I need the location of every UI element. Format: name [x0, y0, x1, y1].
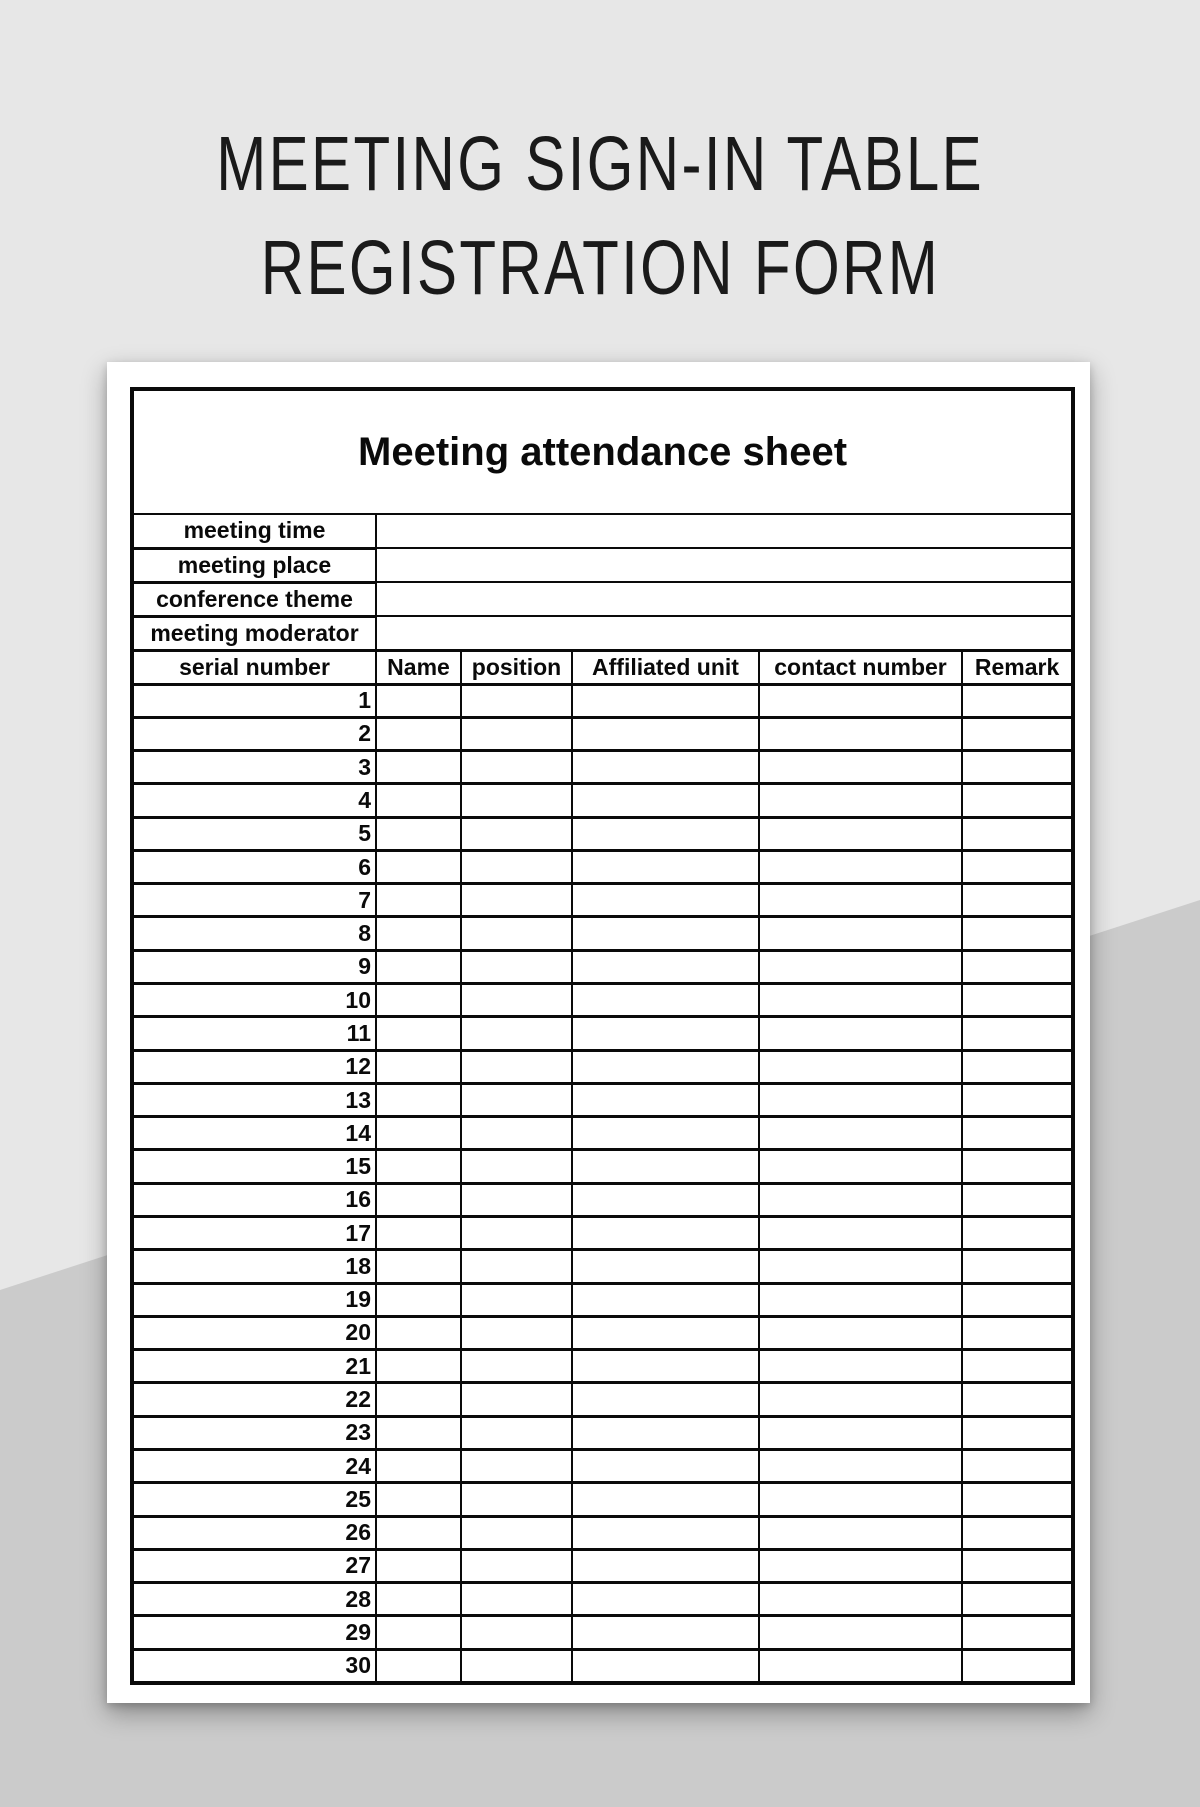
serial-number-cell: 30: [132, 1649, 376, 1683]
entry-cell[interactable]: [461, 984, 572, 1017]
entry-cell[interactable]: [376, 1017, 461, 1050]
entry-cell[interactable]: [376, 1217, 461, 1250]
entry-cell[interactable]: [572, 1117, 759, 1150]
entry-cell[interactable]: [376, 1449, 461, 1482]
entry-cell[interactable]: [376, 950, 461, 983]
entry-cell[interactable]: [962, 1017, 1073, 1050]
table-row: [132, 1616, 1073, 1649]
entry-cell[interactable]: [759, 1283, 962, 1316]
entry-cell[interactable]: [376, 817, 461, 850]
entry-cell[interactable]: [962, 1283, 1073, 1316]
entry-cell[interactable]: [759, 1117, 962, 1150]
entry-cell[interactable]: [376, 1050, 461, 1083]
meeting-time-label: meeting time: [132, 514, 376, 548]
entry-cell[interactable]: [759, 1083, 962, 1116]
entry-cell[interactable]: [759, 1516, 962, 1549]
entry-cell[interactable]: [962, 1483, 1073, 1516]
entry-cell[interactable]: [962, 1117, 1073, 1150]
entry-cell[interactable]: [572, 1017, 759, 1050]
table-row: [132, 1083, 1073, 1116]
table-row: [132, 684, 1073, 717]
entry-cell[interactable]: [962, 1083, 1073, 1116]
entry-cell[interactable]: [461, 1083, 572, 1116]
form-sheet-paper: [107, 362, 1090, 1703]
entry-cell[interactable]: [759, 1483, 962, 1516]
entry-cell[interactable]: [572, 1316, 759, 1349]
entry-cell[interactable]: [461, 1150, 572, 1183]
sheet-title: Meeting attendance sheet: [132, 389, 1073, 514]
entry-cell[interactable]: [962, 917, 1073, 950]
entry-cell[interactable]: [461, 751, 572, 784]
entry-cell[interactable]: [962, 1316, 1073, 1349]
entry-cell[interactable]: [572, 1383, 759, 1416]
column-header-serial-number: serial number: [132, 650, 376, 684]
entry-cell[interactable]: [572, 1217, 759, 1250]
entry-cell[interactable]: [461, 1250, 572, 1283]
entry-cell[interactable]: [962, 1583, 1073, 1616]
table-row: [132, 1183, 1073, 1216]
table-row: [132, 784, 1073, 817]
meeting-place-label: meeting place: [132, 548, 376, 582]
entry-cell[interactable]: [962, 984, 1073, 1017]
entry-cell[interactable]: [461, 817, 572, 850]
entry-cell[interactable]: [572, 751, 759, 784]
entry-cell[interactable]: [759, 1583, 962, 1616]
entry-cell[interactable]: [962, 1516, 1073, 1549]
entry-cell[interactable]: [572, 784, 759, 817]
entry-cell[interactable]: [572, 1083, 759, 1116]
table-row: [132, 1416, 1073, 1449]
entry-cell[interactable]: [461, 1483, 572, 1516]
entry-cell[interactable]: [461, 784, 572, 817]
entry-cell[interactable]: [962, 751, 1073, 784]
serial-number-cell: 8: [132, 917, 376, 950]
entry-cell[interactable]: [759, 1350, 962, 1383]
info-row-meeting-time: [132, 514, 1073, 548]
entry-cell[interactable]: [759, 884, 962, 917]
entry-cell[interactable]: [376, 1616, 461, 1649]
entry-cell[interactable]: [461, 1383, 572, 1416]
entry-cell[interactable]: [461, 1117, 572, 1150]
info-row-meeting-moderator: [132, 616, 1073, 650]
entry-cell[interactable]: [962, 1350, 1073, 1383]
entry-cell[interactable]: [376, 1083, 461, 1116]
entry-cell[interactable]: [759, 1416, 962, 1449]
table-row: [132, 1050, 1073, 1083]
entry-cell[interactable]: [572, 1150, 759, 1183]
entry-cell[interactable]: [759, 1150, 962, 1183]
table-row: [132, 917, 1073, 950]
page-title: [0, 112, 1200, 320]
entry-cell[interactable]: [759, 950, 962, 983]
page-title-line-2: REGISTRATION FORM: [260, 225, 940, 311]
entry-cell[interactable]: [376, 784, 461, 817]
entry-cell[interactable]: [461, 717, 572, 750]
entry-cell[interactable]: [759, 751, 962, 784]
entry-cell[interactable]: [376, 1649, 461, 1683]
entry-cell[interactable]: [461, 1649, 572, 1683]
entry-cell[interactable]: [572, 1449, 759, 1482]
entry-cell[interactable]: [759, 717, 962, 750]
entry-cell[interactable]: [376, 984, 461, 1017]
entry-cell[interactable]: [376, 1383, 461, 1416]
entry-cell[interactable]: [376, 751, 461, 784]
column-header-affiliated-unit: Affiliated unit: [572, 650, 759, 684]
serial-number-cell: 9: [132, 950, 376, 983]
entry-cell[interactable]: [461, 1183, 572, 1216]
entry-cell[interactable]: [759, 1449, 962, 1482]
entry-cell[interactable]: [759, 984, 962, 1017]
table-row: [132, 1649, 1073, 1683]
entry-cell[interactable]: [461, 950, 572, 983]
table-row: [132, 1583, 1073, 1616]
serial-number-cell: 21: [132, 1350, 376, 1383]
entry-cell[interactable]: [572, 884, 759, 917]
table-row: [132, 1117, 1073, 1150]
serial-number-cell: 24: [132, 1449, 376, 1482]
entry-cell[interactable]: [759, 784, 962, 817]
entry-cell[interactable]: [962, 1616, 1073, 1649]
serial-number-cell: 13: [132, 1083, 376, 1116]
entry-cell[interactable]: [759, 917, 962, 950]
entry-cell[interactable]: [461, 1050, 572, 1083]
entry-cell[interactable]: [572, 717, 759, 750]
conference-theme-value-cell[interactable]: [376, 582, 1073, 616]
entry-cell[interactable]: [461, 1017, 572, 1050]
entry-cell[interactable]: [376, 1250, 461, 1283]
table-row: [132, 1516, 1073, 1549]
entry-cell[interactable]: [962, 1549, 1073, 1582]
serial-number-cell: 26: [132, 1516, 376, 1549]
sheet-title-row: [132, 389, 1073, 514]
entry-cell[interactable]: [376, 850, 461, 883]
entry-cell[interactable]: [962, 717, 1073, 750]
table-row: [132, 1017, 1073, 1050]
serial-number-cell: 4: [132, 784, 376, 817]
entry-cell[interactable]: [759, 1549, 962, 1582]
entry-cell[interactable]: [759, 684, 962, 717]
serial-number-cell: 6: [132, 850, 376, 883]
entry-cell[interactable]: [376, 1283, 461, 1316]
entry-cell[interactable]: [376, 1583, 461, 1616]
page-title-line-1: MEETING SIGN-IN TABLE: [216, 121, 984, 207]
entry-cell[interactable]: [376, 1416, 461, 1449]
serial-number-cell: 1: [132, 684, 376, 717]
entry-cell[interactable]: [572, 1549, 759, 1582]
entry-cell[interactable]: [461, 684, 572, 717]
entry-cell[interactable]: [572, 817, 759, 850]
serial-number-cell: 12: [132, 1050, 376, 1083]
meeting-moderator-value-cell[interactable]: [376, 616, 1073, 650]
table-row: [132, 1250, 1073, 1283]
serial-number-cell: 17: [132, 1217, 376, 1250]
entry-cell[interactable]: [376, 1150, 461, 1183]
serial-number-cell: 10: [132, 984, 376, 1017]
table-row: [132, 1549, 1073, 1582]
attendance-table: [130, 387, 1075, 1685]
entry-cell[interactable]: [461, 850, 572, 883]
entry-cell[interactable]: [962, 1383, 1073, 1416]
entry-cell[interactable]: [572, 1616, 759, 1649]
entry-cell[interactable]: [376, 917, 461, 950]
entry-cell[interactable]: [759, 1383, 962, 1416]
entry-cell[interactable]: [962, 1449, 1073, 1482]
entry-cell[interactable]: [572, 1350, 759, 1383]
entry-cell[interactable]: [376, 1117, 461, 1150]
table-row: [132, 1283, 1073, 1316]
info-row-conference-theme: [132, 582, 1073, 616]
entry-cell[interactable]: [572, 684, 759, 717]
entry-cell[interactable]: [962, 850, 1073, 883]
entry-cell[interactable]: [461, 1416, 572, 1449]
entry-cell[interactable]: [759, 1217, 962, 1250]
entry-cell[interactable]: [962, 1217, 1073, 1250]
entry-cell[interactable]: [572, 1050, 759, 1083]
serial-number-cell: 19: [132, 1283, 376, 1316]
table-row: [132, 1150, 1073, 1183]
meeting-place-value-cell[interactable]: [376, 548, 1073, 582]
entry-cell[interactable]: [962, 1649, 1073, 1683]
serial-number-cell: 15: [132, 1150, 376, 1183]
entry-cell[interactable]: [376, 1316, 461, 1349]
table-row: [132, 1350, 1073, 1383]
entry-cell[interactable]: [962, 817, 1073, 850]
table-row: [132, 817, 1073, 850]
serial-number-cell: 7: [132, 884, 376, 917]
serial-number-cell: 29: [132, 1616, 376, 1649]
serial-number-cell: 3: [132, 751, 376, 784]
serial-number-cell: 11: [132, 1017, 376, 1050]
entry-cell[interactable]: [572, 1516, 759, 1549]
entry-cell[interactable]: [461, 917, 572, 950]
serial-number-cell: 16: [132, 1183, 376, 1216]
entry-cell[interactable]: [572, 850, 759, 883]
entry-cell[interactable]: [461, 1516, 572, 1549]
table-row: [132, 850, 1073, 883]
entry-cell[interactable]: [759, 1050, 962, 1083]
entry-cell[interactable]: [572, 917, 759, 950]
entry-cell[interactable]: [376, 884, 461, 917]
entry-cell[interactable]: [461, 1449, 572, 1482]
entry-cell[interactable]: [461, 1583, 572, 1616]
table-row: [132, 1449, 1073, 1482]
table-row: [132, 1217, 1073, 1250]
column-header-remark: Remark: [962, 650, 1073, 684]
serial-number-cell: 18: [132, 1250, 376, 1283]
entry-cell[interactable]: [376, 684, 461, 717]
table-row: [132, 1316, 1073, 1349]
serial-number-cell: 5: [132, 817, 376, 850]
serial-number-cell: 2: [132, 717, 376, 750]
serial-number-cell: 22: [132, 1383, 376, 1416]
entry-cell[interactable]: [572, 1483, 759, 1516]
entry-cell[interactable]: [962, 1250, 1073, 1283]
entry-cell[interactable]: [572, 1649, 759, 1683]
serial-number-cell: 23: [132, 1416, 376, 1449]
entry-cell[interactable]: [962, 1050, 1073, 1083]
table-row: [132, 1483, 1073, 1516]
table-row: [132, 950, 1073, 983]
entry-cell[interactable]: [759, 1017, 962, 1050]
column-header-contact-number: contact number: [759, 650, 962, 684]
serial-number-cell: 25: [132, 1483, 376, 1516]
entry-cell[interactable]: [461, 884, 572, 917]
entry-cell[interactable]: [759, 1649, 962, 1683]
entry-cell[interactable]: [572, 1583, 759, 1616]
entry-cell[interactable]: [759, 817, 962, 850]
entry-cell[interactable]: [962, 1150, 1073, 1183]
entry-cell[interactable]: [962, 684, 1073, 717]
entry-cell[interactable]: [461, 1316, 572, 1349]
entry-cell[interactable]: [962, 950, 1073, 983]
entry-cell[interactable]: [572, 1250, 759, 1283]
info-row-meeting-place: [132, 548, 1073, 582]
entry-cell[interactable]: [461, 1283, 572, 1316]
meeting-time-value-cell[interactable]: [376, 514, 1073, 548]
entry-cell[interactable]: [461, 1549, 572, 1582]
serial-number-cell: 20: [132, 1316, 376, 1349]
entry-cell[interactable]: [376, 1350, 461, 1383]
entry-cell[interactable]: [376, 1183, 461, 1216]
entry-cell[interactable]: [572, 984, 759, 1017]
entry-cell[interactable]: [376, 1483, 461, 1516]
entry-cell[interactable]: [962, 1416, 1073, 1449]
entry-cell[interactable]: [572, 950, 759, 983]
entry-cell[interactable]: [376, 1516, 461, 1549]
entry-cell[interactable]: [376, 1549, 461, 1582]
table-row: [132, 984, 1073, 1017]
meeting-moderator-label: meeting moderator: [132, 616, 376, 650]
entry-cell[interactable]: [759, 1616, 962, 1649]
entry-cell[interactable]: [759, 1250, 962, 1283]
table-row: [132, 751, 1073, 784]
table-row: [132, 717, 1073, 750]
serial-number-cell: 14: [132, 1117, 376, 1150]
entry-cell[interactable]: [759, 1316, 962, 1349]
entry-cell[interactable]: [962, 784, 1073, 817]
table-row: [132, 1383, 1073, 1416]
entry-cell[interactable]: [962, 1183, 1073, 1216]
table-row: [132, 884, 1073, 917]
entry-cell[interactable]: [759, 850, 962, 883]
column-header-row: [132, 650, 1073, 684]
entry-cell[interactable]: [572, 1416, 759, 1449]
serial-number-cell: 28: [132, 1583, 376, 1616]
entry-cell[interactable]: [759, 1183, 962, 1216]
entry-cell[interactable]: [461, 1350, 572, 1383]
conference-theme-label: conference theme: [132, 582, 376, 616]
serial-number-cell: 27: [132, 1549, 376, 1582]
entry-cell[interactable]: [572, 1183, 759, 1216]
column-header-position: position: [461, 650, 572, 684]
entry-cell[interactable]: [962, 884, 1073, 917]
entry-cell[interactable]: [461, 1217, 572, 1250]
column-header-name: Name: [376, 650, 461, 684]
entry-cell[interactable]: [376, 717, 461, 750]
entry-cell[interactable]: [461, 1616, 572, 1649]
entry-cell[interactable]: [572, 1283, 759, 1316]
